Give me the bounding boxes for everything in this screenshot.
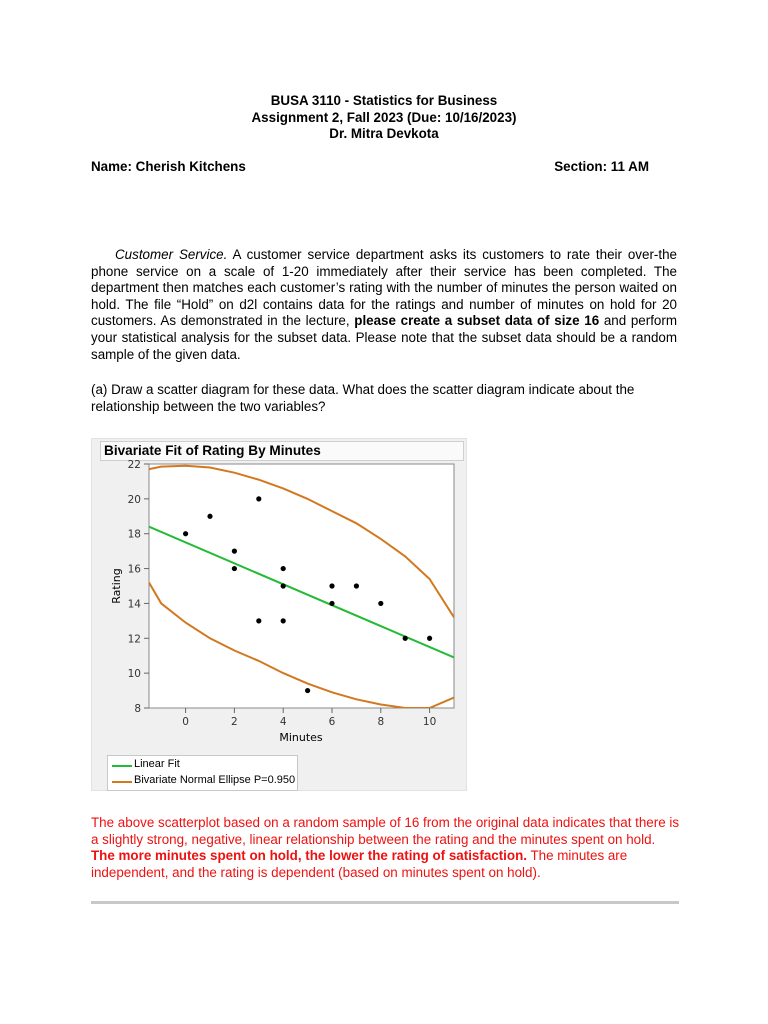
- problem-statement: [91, 247, 677, 363]
- scatter-point: [305, 688, 310, 693]
- y-tick-label: 10: [127, 668, 141, 681]
- answer-text: [91, 815, 681, 881]
- y-tick-label: 8: [134, 703, 141, 715]
- legend-swatch-green: [112, 765, 132, 767]
- scatter-point: [378, 601, 383, 606]
- question-a: (a) Draw a scatter diagram for these data. What does the scatter diagram indicate about the relationship between the two variables?: [91, 382, 635, 414]
- scatter-figure: [91, 438, 467, 791]
- scatter-point: [232, 549, 237, 554]
- y-tick-label: 16: [127, 563, 141, 576]
- answer-text-a: The above scatterplot based on a random sample of 16 from the original data indicates that there is a slightly strong, negative, linear relationship between the rating and the minutes spent on hold.: [91, 815, 680, 847]
- y-tick-label: 14: [127, 598, 141, 611]
- y-tick-label: 22: [127, 459, 141, 471]
- document-header: [0, 93, 768, 143]
- y-axis-ticks: [128, 459, 149, 715]
- divider-line: [91, 901, 679, 904]
- x-tick-label: 0: [182, 716, 189, 728]
- scatter-point: [281, 618, 286, 623]
- scatter-point: [281, 566, 286, 571]
- x-axis-label: Minutes: [279, 731, 323, 744]
- y-tick-label: 18: [127, 528, 141, 541]
- scatter-point: [427, 636, 432, 641]
- name-section-row: [91, 159, 649, 174]
- section-label: Section: 11 AM: [554, 159, 649, 174]
- problem-text-b: and perform your statistical analysis for the subset data. Please note that the subset data should be a random sample of the given data.: [91, 313, 677, 362]
- x-axis-ticks: [182, 708, 436, 728]
- legend-label-linear-fit: Linear Fit: [134, 758, 180, 770]
- chart-title: Bivariate Fit of Rating By Minutes: [104, 443, 321, 458]
- answer-text-b: The minutes are independent, and the rating is dependent (based on minutes spent on hold).: [91, 848, 628, 880]
- answer-bold-conclusion: The more minutes spent on hold, the lower the rating of satisfaction.: [91, 848, 527, 864]
- course-title: BUSA 3110 - Statistics for Business: [270, 93, 498, 108]
- instructor-name: Dr. Mitra Devkota: [329, 126, 439, 141]
- scatter-point: [329, 601, 334, 606]
- legend-swatch-orange: [112, 781, 132, 783]
- scatter-point: [329, 583, 334, 588]
- x-tick-label: 4: [279, 716, 287, 728]
- y-tick-label: 12: [127, 633, 141, 646]
- chart-legend: [107, 755, 298, 791]
- problem-text-a: A customer service department asks its customers to rate their over-the phone service on a scale of 1-20 immediately after their service has been completed. The department then matches each customer’s rating with the number of minutes the person waited on hold. The file “Hold” on d2l contains data for the ratings and number of minutes on hold for 20 customers. As demonstrated in the lecture,: [91, 247, 677, 329]
- student-name: Name: Cherish Kitchens: [91, 159, 246, 174]
- problem-bold-instruction: please create a subset data of size 16: [354, 313, 600, 329]
- problem-title: Customer Service.: [115, 247, 228, 262]
- scatter-point: [183, 531, 188, 536]
- plot-area: [149, 464, 454, 708]
- x-tick-label: 8: [377, 716, 385, 728]
- x-tick-label: 2: [231, 716, 238, 728]
- x-tick-label: 10: [422, 716, 437, 728]
- scatter-point: [403, 636, 408, 641]
- scatter-point: [256, 496, 261, 501]
- scatter-point: [354, 583, 359, 588]
- legend-label-ellipse: Bivariate Normal Ellipse P=0.950: [134, 774, 296, 786]
- y-tick-label: 20: [127, 493, 141, 506]
- scatter-chart: [92, 439, 468, 754]
- scatter-point: [281, 583, 286, 588]
- assignment-title: Assignment 2, Fall 2023 (Due: 10/16/2023): [251, 109, 517, 125]
- scatter-point: [207, 514, 212, 519]
- scatter-point: [232, 566, 237, 571]
- x-tick-label: 6: [328, 716, 336, 728]
- y-axis-label: Rating: [110, 568, 123, 604]
- scatter-point: [256, 618, 261, 623]
